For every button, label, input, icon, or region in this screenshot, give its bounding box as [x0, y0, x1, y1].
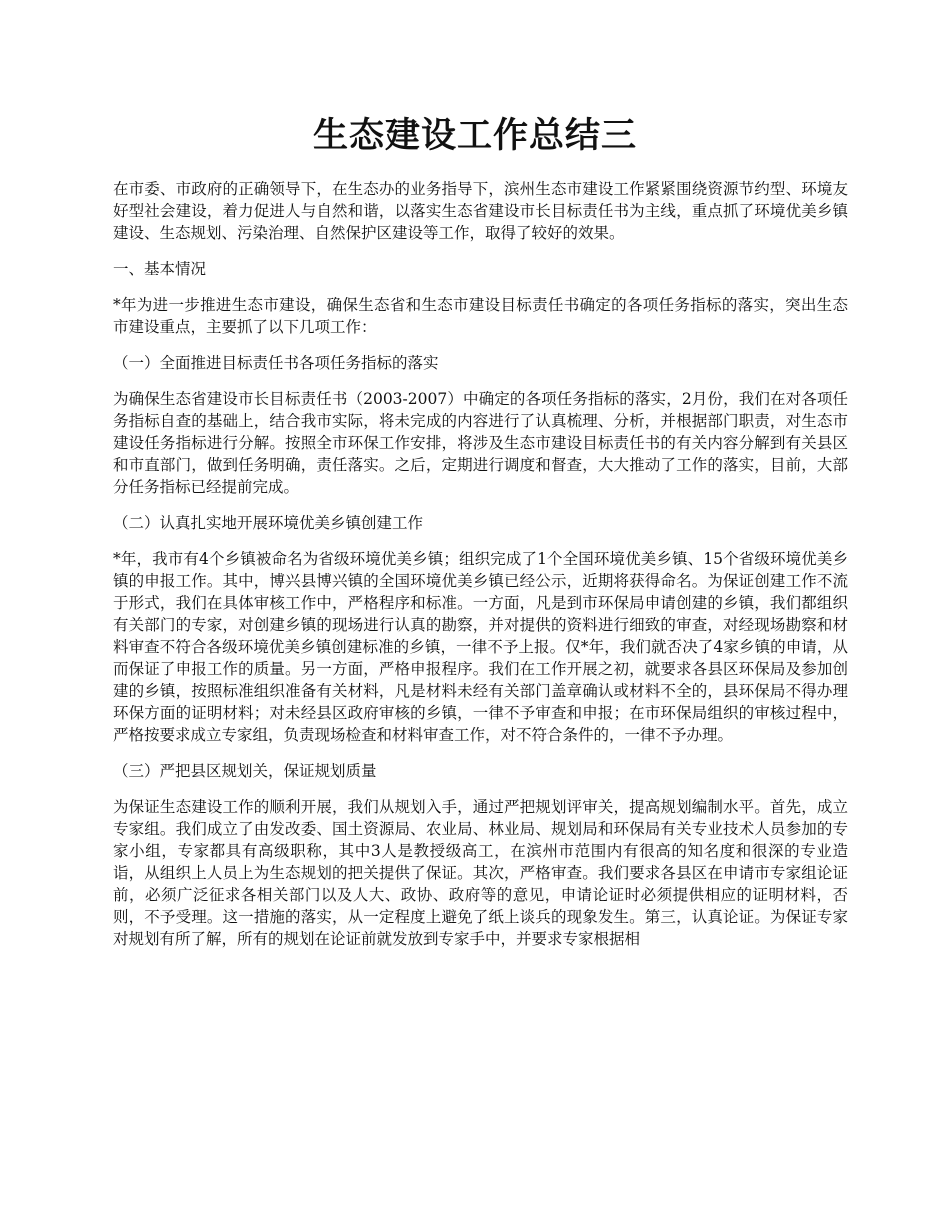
- subsection-2-paragraph: *年，我市有4个乡镇被命名为省级环境优美乡镇；组织完成了1个全国环境优美乡镇、15个省级环境优美乡镇的申报工作。其中，博兴县博兴镇的全国环境优美乡镇已经公示，近期将获得命名。为保证创建工作不流于形式，我们在具体审核工作中，严格程序和标准。一方面，凡是到市环保局申请创建的乡镇，我们都组织有关部门的专家，对创建乡镇的现场进行认真的勘察，并对提供的资料进行细致的审查，对经现场勘察和材料审查不符合各级环境优美乡镇创建标准的乡镇，一律不予上报。仅*年，我们就否决了4家乡镇的申请，从而保证了申报工作的质量。另一方面，严格申报程序。我们在工作开展之初，就要求各县区环保局及参加创建的乡镇，按照标准组织准备有关材料，凡是材料未经有关部门盖章确认或材料不全的，县环保局不得办理环保方面的证明材料；对未经县区政府审核的乡镇，一律不予审查和申报；在市环保局组织的审核过程中，严格按要求成立专家组，负责现场检查和材料审查工作，对不符合条件的，一律不予办理。: [113, 550, 848, 744]
- document-body: [113, 178, 848, 964]
- overview-paragraph: *年为进一步推进生态市建设，确保生态省和生态市建设目标责任书确定的各项任务指标的落实，突出生态市建设重点，主要抓了以下几项工作：: [113, 296, 848, 336]
- subsection-heading-3: （三）严把县区规划关，保证规划质量: [113, 762, 377, 780]
- intro-paragraph: 在市委、市政府的正确领导下，在生态办的业务指导下，滨州生态市建设工作紧紧围绕资源节约型、环境友好型社会建设，着力促进人与自然和谐，以落实生态省建设市长目标责任书为主线，重点抓了环境优美乡镇建设、生态规划、污染治理、自然保护区建设等工作，取得了较好的效果。: [113, 180, 848, 242]
- subsection-3-paragraph: 为保证生态建设工作的顺利开展，我们从规划入手，通过严把规划评审关，提高规划编制水平。首先，成立专家组。我们成立了由发改委、国土资源局、农业局、林业局、规划局和环保局有关专业技术人员参加的专家小组，专家都具有高级职称，其中3人是教授级高工，在滨州市范围内有很高的知名度和很深的专业造诣，从组织上人员上为生态规划的把关提供了保证。其次，严格审查。我们要求各县区在申请市专家组论证前，必须广泛征求各相关部门以及人大、政协、政府等的意见，申请论证时必须提供相应的证明材料，否则，不予受理。这一措施的落实，从一定程度上避免了纸上谈兵的现象发生。第三，认真论证。为保证专家对规划有所了解，所有的规划在论证前就发放到专家手中，并要求专家根据相: [113, 798, 848, 948]
- subsection-heading-1: （一）全面推进目标责任书各项任务指标的落实: [113, 354, 439, 372]
- subsection-heading-2: （二）认真扎实地开展环境优美乡镇创建工作: [113, 514, 424, 532]
- document-title: 生态建设工作总结三: [312, 116, 637, 156]
- section-heading-basic-situation: 一、基本情况: [113, 260, 207, 278]
- subsection-1-paragraph: 为确保生态省建设市长目标责任书（2003-2007）中确定的各项任务指标的落实，2月份，我们在对各项任务指标自查的基础上，结合我市实际，将未完成的内容进行了认真梳理、分析，并根据部门职责，对生态市建设任务指标进行分解。按照全市环保工作安排，将涉及生态市建设目标责任书的有关内容分解到有关县区和市直部门，做到任务明确，责任落实。之后，定期进行调度和督查，大大推动了工作的落实，目前，大部分任务指标已经提前完成。: [113, 390, 848, 496]
